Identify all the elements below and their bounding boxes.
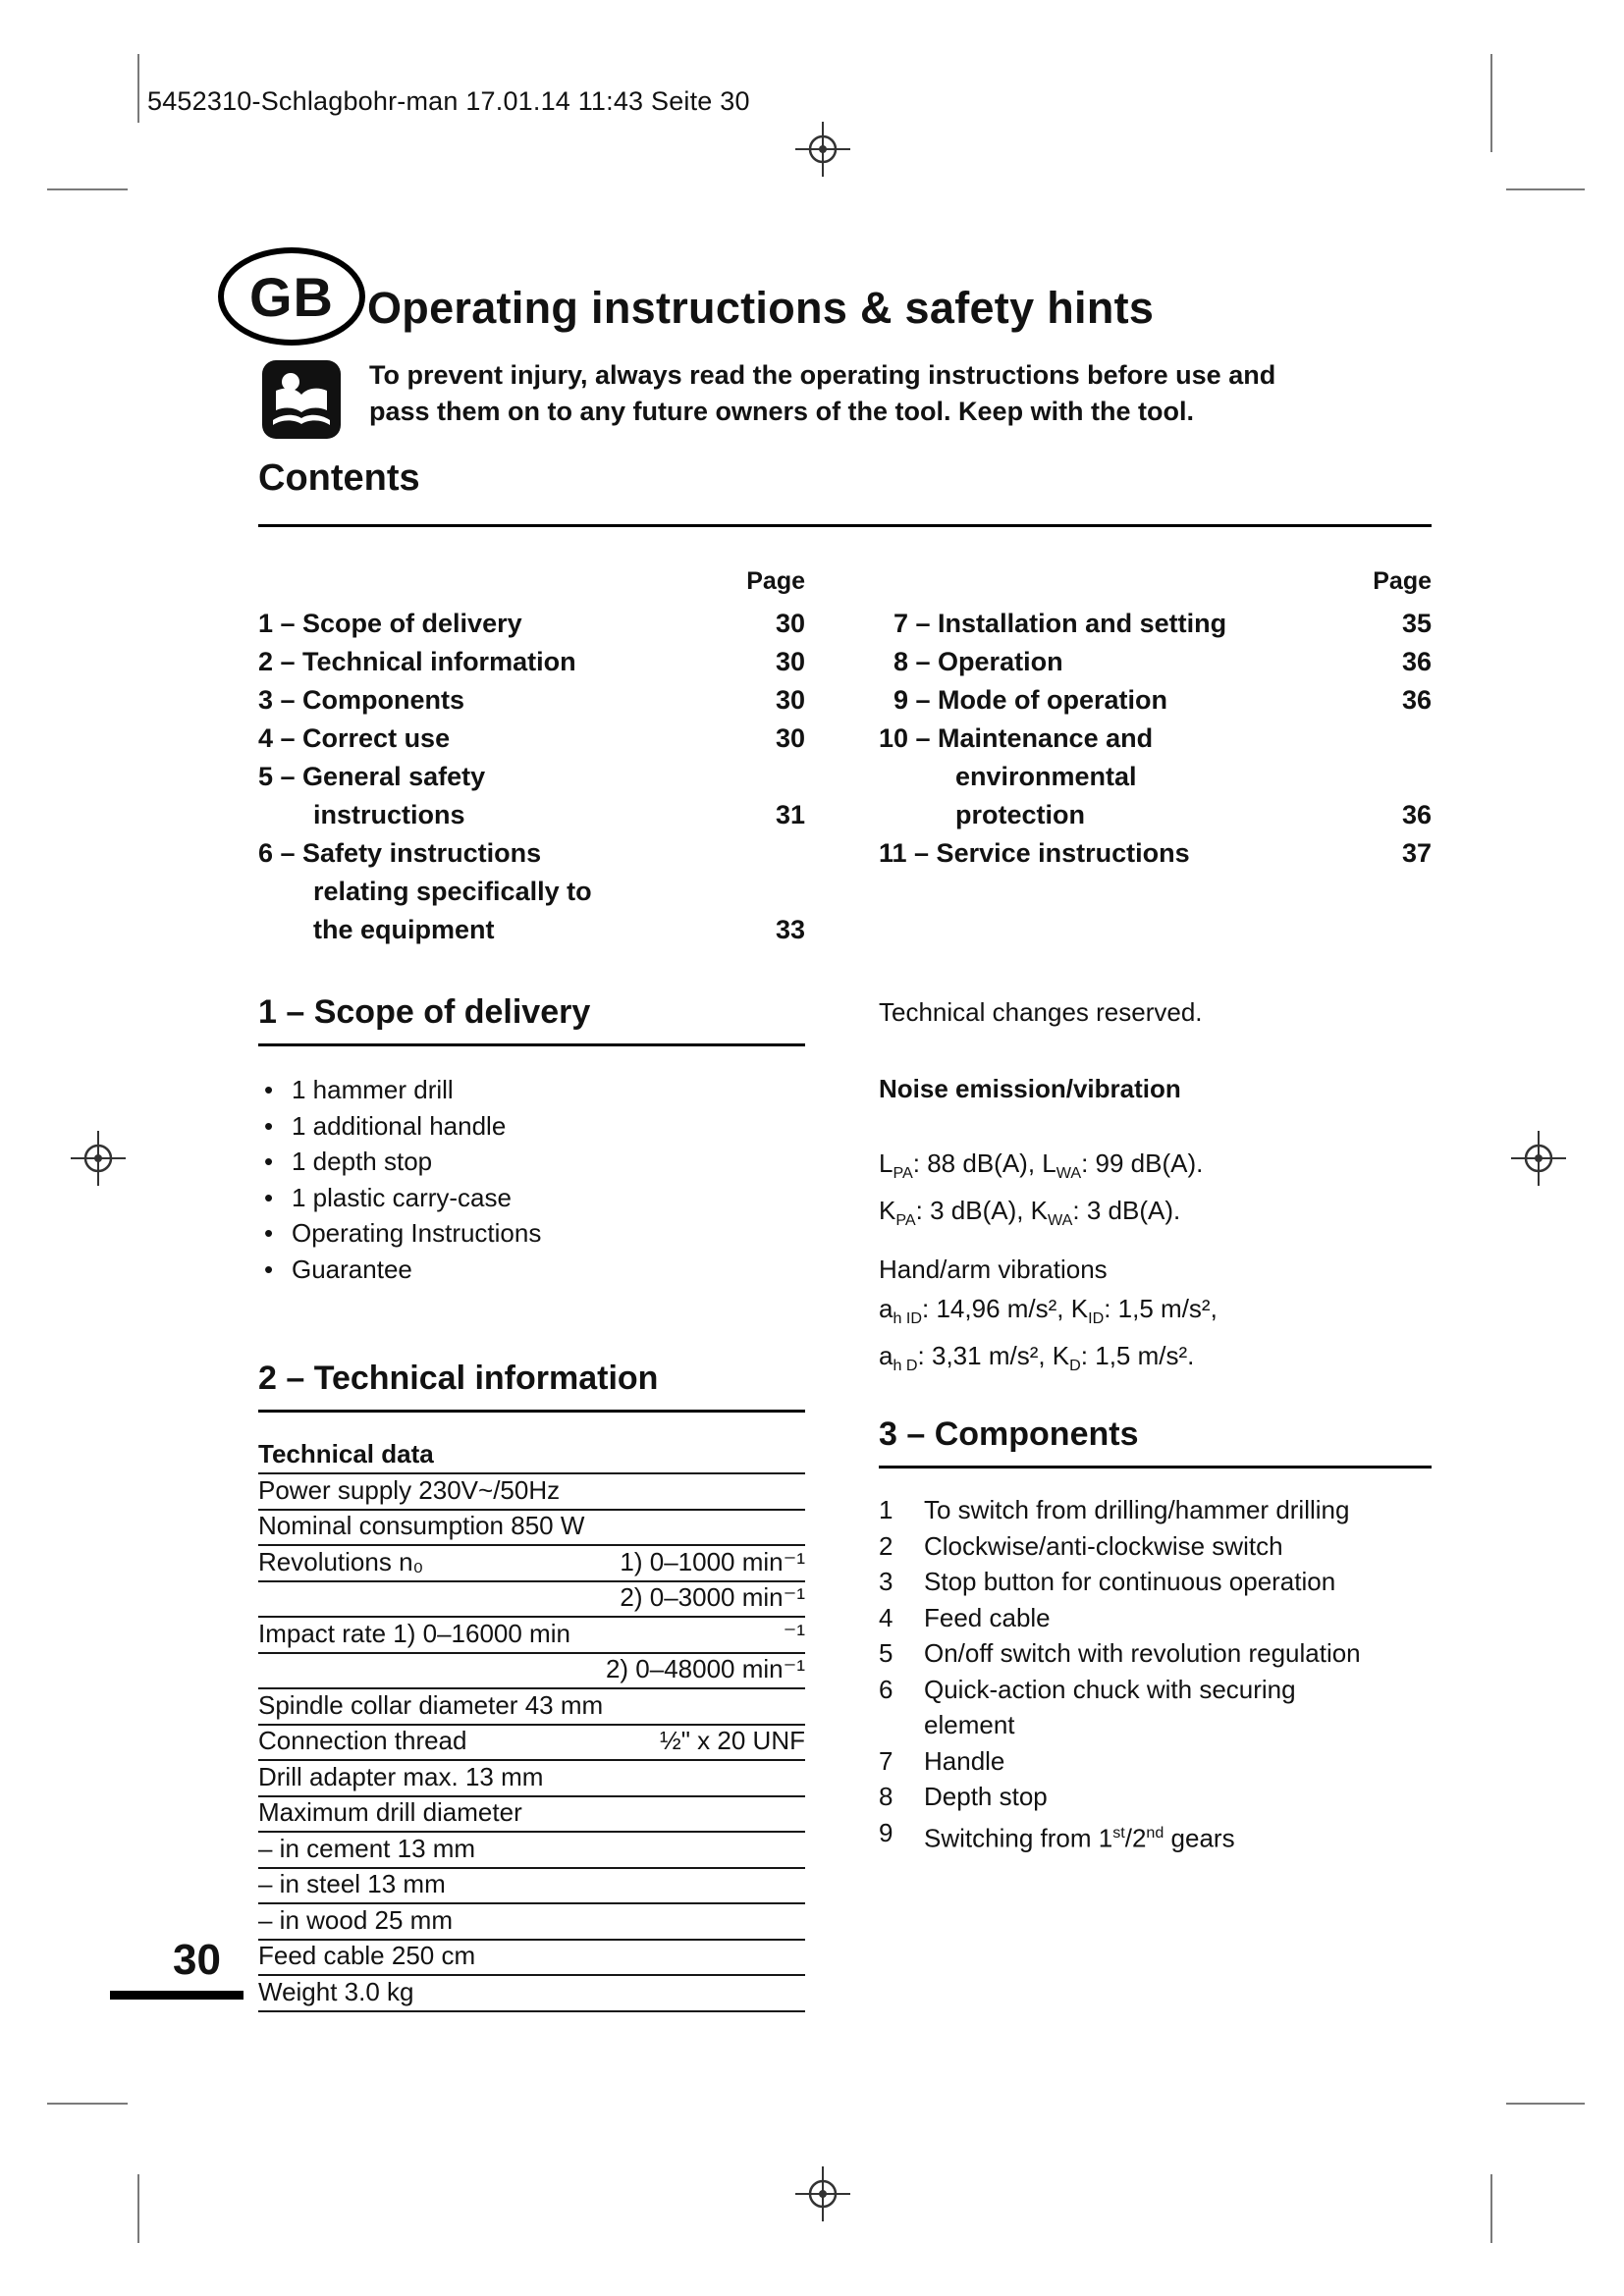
toc-page-number: 36 [1401,685,1432,715]
vibration-line: $a_{h D}$: 3,31 m/s², $K_D$: 1,5 m/s². [879,1341,1195,1375]
row-label: – in cement 13 mm [258,1833,476,1863]
noise-line: $L_{PA}$: 88 dB(A), $L_{WA}$: 99 dB(A). [879,1148,1204,1183]
list-item: • 1 depth stop [258,1144,805,1180]
section-heading: 3 – Components [879,1415,1432,1468]
crop-mark-top-left-h [47,188,128,190]
toc-entry [258,834,805,949]
crop-mark-bottom-left-h [47,2103,128,2105]
toc-page-number: 36 [1401,800,1432,829]
page-number: 30 [173,1936,221,1984]
toc-entry [879,643,1432,681]
list-item: 9 Switching from 1st/2nd gears [879,1817,1235,1853]
list-item: 3 Stop button for continuous operation [879,1567,1336,1596]
table-of-contents [258,567,1432,949]
language-badge: GB [218,247,365,346]
toc-page-number: 36 [1401,647,1432,676]
table-row [258,1582,805,1619]
toc-page-number: 37 [1401,838,1432,868]
table-row [258,1546,805,1582]
list-item: • Guarantee [258,1252,805,1288]
toc-left-column [258,567,805,949]
list-item: 1 To switch from drilling/hammer drilling [879,1495,1350,1524]
table-row [258,1797,805,1834]
row-label: Weight 3.0 kg [258,1976,414,2006]
row-value: 2) 0–3000 min⁻¹ [620,1582,805,1612]
row-label: Impact rate 1) 0–16000 min [258,1618,570,1648]
section-heading: 2 – Technical information [258,1360,805,1413]
table-row [258,1904,805,1941]
toc-label: 11 – Service instructions [879,838,1190,868]
crop-mark-bottom-right-h [1506,2103,1585,2105]
toc-label: 10 – Maintenance and [879,723,1154,753]
safety-intro-line1: To prevent injury, always read the operating instructions before use and [369,360,1276,390]
technical-data-table [258,1434,805,2012]
crop-mark-top-right-h [1506,188,1585,190]
toc-entry [258,605,805,643]
row-label: Feed cable 250 cm [258,1941,476,1970]
toc-entry [879,605,1432,643]
list-item: • 1 plastic carry-case [258,1180,805,1216]
row-label: – in steel 13 mm [258,1869,446,1898]
noise-line: $K_{PA}$: 3 dB(A), $K_{WA}$: 3 dB(A). [879,1196,1181,1230]
crop-mark-top-right-v [1490,54,1492,152]
registration-mark-top-icon [795,122,850,177]
page-number-bar [110,1991,244,2000]
section-technical-information [258,1360,805,2012]
row-value: ½" x 20 UNF [660,1726,805,1755]
table-row [258,1976,805,2012]
list-item: 6 Quick-action chuck with securing element [879,1674,1296,1739]
toc-label: 9 – Mode of operation [879,685,1168,715]
list-item: 4 Feed cable [879,1602,1051,1632]
table-row [258,1618,805,1654]
row-value: 2) 0–48000 min⁻¹ [605,1654,805,1683]
section-components [879,1415,1432,1856]
toc-page-number: 31 [775,800,805,829]
toc-page-number: 30 [775,723,805,753]
noise-emission-heading: Noise emission/vibration [879,1074,1181,1103]
toc-label: 6 – Safety instructions [258,838,542,868]
toc-entry [258,720,805,758]
registration-mark-right-icon [1511,1131,1566,1186]
toc-label: 3 – Components [258,685,465,715]
table-subheading: Technical data [258,1434,805,1474]
row-label: – in wood 25 mm [258,1904,453,1935]
row-value: 1) 0–1000 min⁻¹ [620,1546,805,1576]
toc-page-number: 30 [775,685,805,715]
safety-intro [369,357,1275,430]
contents-rule [258,524,1432,527]
list-item: 2 Clockwise/anti-clockwise switch [879,1530,1283,1561]
list-item: 5 On/off switch with revolution regulation [879,1638,1361,1668]
toc-entry [879,720,1432,834]
toc-label: instructions [313,800,465,829]
row-value: ⁻¹ [783,1618,805,1648]
toc-entry [879,834,1432,873]
vibration-line: $a_{h ID}$: 14,96 m/s², $K_{ID}$: 1,5 m/s², [879,1294,1218,1328]
vibration-heading: Hand/arm vibrations [879,1255,1108,1284]
table-row [258,1689,805,1726]
toc-label: 8 – Operation [879,647,1063,676]
components-list [879,1492,1432,1856]
toc-label: 2 – Technical information [258,647,576,676]
toc-entry [879,681,1432,720]
technical-changes-note: Technical changes reserved. [879,997,1203,1027]
list-item: 7 Handle [879,1745,1005,1776]
table-row [258,1761,805,1797]
list-item: • Operating Instructions [258,1215,805,1252]
table-row [258,1726,805,1762]
crop-mark-bottom-right-v [1490,2174,1492,2243]
toc-page-label: Page [1373,567,1432,595]
toc-label: protection [955,800,1085,829]
toc-entry [258,681,805,720]
toc-page-number: 33 [775,915,805,944]
table-row [258,1654,805,1690]
read-manual-icon [261,359,342,445]
toc-page-number: 30 [775,609,805,638]
toc-label: relating specifically to [313,877,592,906]
row-label: Power supply 230V~/50Hz [258,1474,561,1505]
toc-page-number: 35 [1401,609,1432,638]
toc-label: environmental [955,762,1137,791]
registration-mark-left-icon [71,1131,126,1186]
table-row [258,1941,805,1977]
contents-heading: Contents [258,457,420,499]
row-label: Connection thread [258,1726,467,1755]
section-heading: 1 – Scope of delivery [258,993,805,1046]
toc-entry [258,643,805,681]
table-row [258,1833,805,1869]
row-label: Nominal consumption 850 W [258,1511,585,1540]
print-header: 5452310-Schlagbohr-man 17.01.14 11:43 Seite 30 [147,86,750,116]
section-scope-of-delivery [258,993,805,1287]
row-label: Maximum drill diameter [258,1797,522,1827]
vibration-values [879,1290,1218,1384]
crop-mark-bottom-left-v [137,2174,139,2243]
scope-list [258,1072,805,1287]
row-label: Spindle collar diameter 43 mm [258,1689,604,1720]
crop-mark-top-left-v [137,54,139,123]
toc-label: 5 – General safety [258,762,486,791]
toc-label: 7 – Installation and setting [879,609,1227,638]
page-title: Operating instructions & safety hints [367,283,1155,333]
table-row [258,1474,805,1511]
toc-right-column [879,567,1432,949]
list-item: 8 Depth stop [879,1782,1048,1811]
toc-entry [258,758,805,834]
noise-emission-values [879,1145,1203,1239]
list-item: • 1 hammer drill [258,1072,805,1108]
list-item: • 1 additional handle [258,1108,805,1145]
row-label: Drill adapter max. 13 mm [258,1761,544,1791]
table-row [258,1511,805,1547]
safety-intro-line2: pass them on to any future owners of the tool. Keep with the tool. [369,397,1195,426]
registration-mark-bottom-icon [795,2166,850,2221]
row-label: Revolutions n₀ [258,1546,424,1576]
toc-page-label: Page [746,567,805,595]
toc-label: the equipment [313,915,495,944]
toc-page-number: 30 [775,647,805,676]
toc-label: 1 – Scope of delivery [258,609,522,638]
toc-label: 4 – Correct use [258,723,451,753]
table-row [258,1869,805,1905]
